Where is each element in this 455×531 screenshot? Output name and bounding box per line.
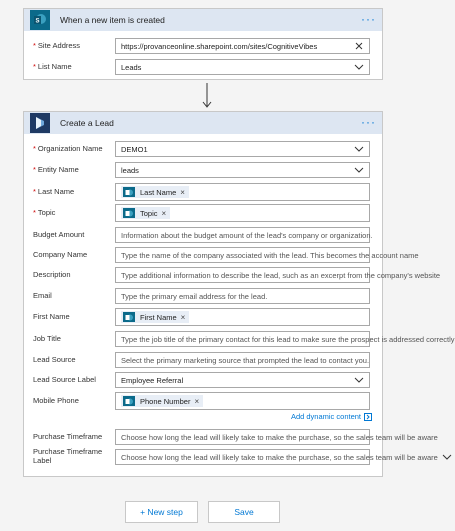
job-title-input[interactable] (115, 331, 455, 347)
email-row (24, 288, 382, 304)
dynamic-token[interactable] (121, 311, 189, 323)
lead-source-label-dropdown[interactable] (115, 372, 370, 388)
site-address-row (24, 38, 382, 54)
list-name-dropdown[interactable] (115, 59, 370, 75)
arrow-down-icon (202, 83, 212, 109)
list-name-value: Leads (121, 62, 142, 72)
sharepoint-token-icon (123, 312, 135, 322)
remove-token-icon[interactable]: × (194, 396, 200, 406)
new-step-button[interactable]: + New step (125, 501, 198, 523)
chevron-down-icon (442, 452, 452, 462)
dynamic-token[interactable] (121, 186, 189, 198)
action-card-header[interactable] (24, 112, 382, 134)
first-name-label: First Name (33, 312, 70, 321)
topic-label: * Topic (33, 208, 56, 217)
clear-icon[interactable] (354, 41, 364, 51)
company-name-input[interactable] (115, 247, 419, 263)
budget-amount-label: Budget Amount (33, 230, 85, 239)
remove-token-icon[interactable]: × (161, 208, 167, 218)
remove-token-icon[interactable]: × (180, 187, 185, 197)
lead-source-label-label: Lead Source Label (33, 375, 96, 384)
description-row (24, 267, 441, 283)
email-label: Email (33, 291, 52, 300)
first-name-row (24, 308, 382, 326)
dynamics-icon (30, 113, 50, 133)
purchase-timeframe-input[interactable] (115, 429, 438, 445)
mobile-phone-row (24, 392, 382, 410)
token-label: Last Name (140, 187, 177, 197)
lead-source-label: Lead Source (33, 355, 76, 364)
lead-source-label-value: Employee Referral (121, 375, 184, 385)
job-title-placeholder: Type the job title of the primary contact for this lead to make sure the prospect is addressed correctly (121, 334, 455, 344)
sharepoint-token-icon (123, 208, 135, 218)
purchase-timeframe-label-label: Purchase Timeframe Label (33, 447, 103, 465)
lead-source-label-row (24, 372, 382, 388)
add-dynamic-content-label: Add dynamic content (290, 412, 361, 421)
token-label: Topic (140, 208, 158, 218)
action-more-options-icon[interactable]: ··· (361, 114, 376, 129)
action-title: Create a Lead (60, 118, 114, 128)
company-name-label: Company Name (33, 250, 88, 259)
sharepoint-icon (30, 10, 50, 30)
organization-name-label: * Organization Name (33, 144, 103, 153)
organization-name-row (24, 141, 382, 157)
last-name-label: * Last Name (33, 187, 75, 196)
topic-row (24, 204, 382, 222)
last-name-field[interactable] (115, 183, 370, 201)
lead-source-input[interactable] (115, 352, 370, 368)
trigger-card (23, 8, 383, 80)
sharepoint-token-icon (123, 396, 135, 406)
budget-amount-input[interactable] (115, 227, 373, 243)
entity-name-dropdown[interactable] (115, 162, 370, 178)
purchase-timeframe-label-placeholder: Choose how long the lead will likely take to make the purchase, so the sales team will be aware (121, 452, 438, 462)
mobile-phone-field[interactable] (115, 392, 370, 410)
purchase-timeframe-label: Purchase Timeframe (33, 432, 103, 441)
svg-text:S: S (35, 18, 40, 25)
site-address-label: * Site Address (33, 41, 81, 50)
organization-name-value: DEMO1 (121, 144, 148, 154)
budget-amount-row (24, 227, 382, 243)
chevron-down-icon (354, 165, 364, 175)
entity-name-label: * Entity Name (33, 165, 79, 174)
company-name-placeholder: Type the name of the company associated with the lead. This becomes the account name (121, 250, 419, 260)
token-label: Phone Number (140, 396, 191, 406)
chevron-down-icon (354, 144, 364, 154)
site-address-field[interactable] (115, 38, 370, 54)
topic-field[interactable] (115, 204, 370, 222)
lead-source-placeholder: Select the primary marketing source that prompted the lead to contact you. (121, 355, 370, 365)
chevron-down-icon (354, 62, 364, 72)
entity-name-value: leads (121, 165, 139, 175)
organization-name-dropdown[interactable] (115, 141, 370, 157)
purchase-timeframe-row (24, 429, 438, 445)
save-button[interactable]: Save (208, 501, 280, 523)
company-name-row (24, 247, 419, 263)
sharepoint-token-icon (123, 187, 135, 197)
entity-name-row (24, 162, 382, 178)
email-placeholder: Type the primary email address for the lead. (121, 291, 268, 301)
token-label: First Name (140, 312, 177, 322)
add-dynamic-content-link[interactable] (291, 412, 372, 421)
list-name-label: * List Name (33, 62, 72, 71)
last-name-row (24, 183, 382, 201)
mobile-phone-label: Mobile Phone (33, 396, 79, 405)
description-label: Description (33, 270, 71, 279)
trigger-card-header[interactable] (24, 9, 382, 31)
description-placeholder: Type additional information to describe the lead, such as an excerpt from the company's website (121, 270, 441, 280)
purchase-timeframe-label-dropdown[interactable] (115, 449, 438, 465)
action-card (23, 111, 455, 477)
lead-source-row (24, 352, 382, 368)
dynamic-token[interactable] (121, 207, 170, 219)
purchase-timeframe-label-row (24, 447, 438, 465)
description-input[interactable] (115, 267, 441, 283)
budget-amount-placeholder: Information about the budget amount of the lead's company or organization. (121, 230, 373, 240)
dynamic-token[interactable] (121, 395, 203, 407)
remove-token-icon[interactable]: × (180, 312, 186, 322)
chevron-down-icon (354, 375, 364, 385)
expand-icon (364, 413, 372, 421)
job-title-row (24, 331, 455, 347)
first-name-field[interactable] (115, 308, 370, 326)
purchase-timeframe-placeholder: Choose how long the lead will likely take to make the purchase, so the sales team will be aware (121, 432, 438, 442)
trigger-title: When a new item is created (60, 15, 165, 25)
trigger-more-options-icon[interactable]: ··· (361, 11, 376, 26)
job-title-label: Job Title (33, 334, 61, 343)
site-address-value: https://provanceonline.sharepoint.com/sites/CognitiveVibes (121, 41, 318, 51)
email-input[interactable] (115, 288, 370, 304)
list-name-row (24, 59, 382, 75)
